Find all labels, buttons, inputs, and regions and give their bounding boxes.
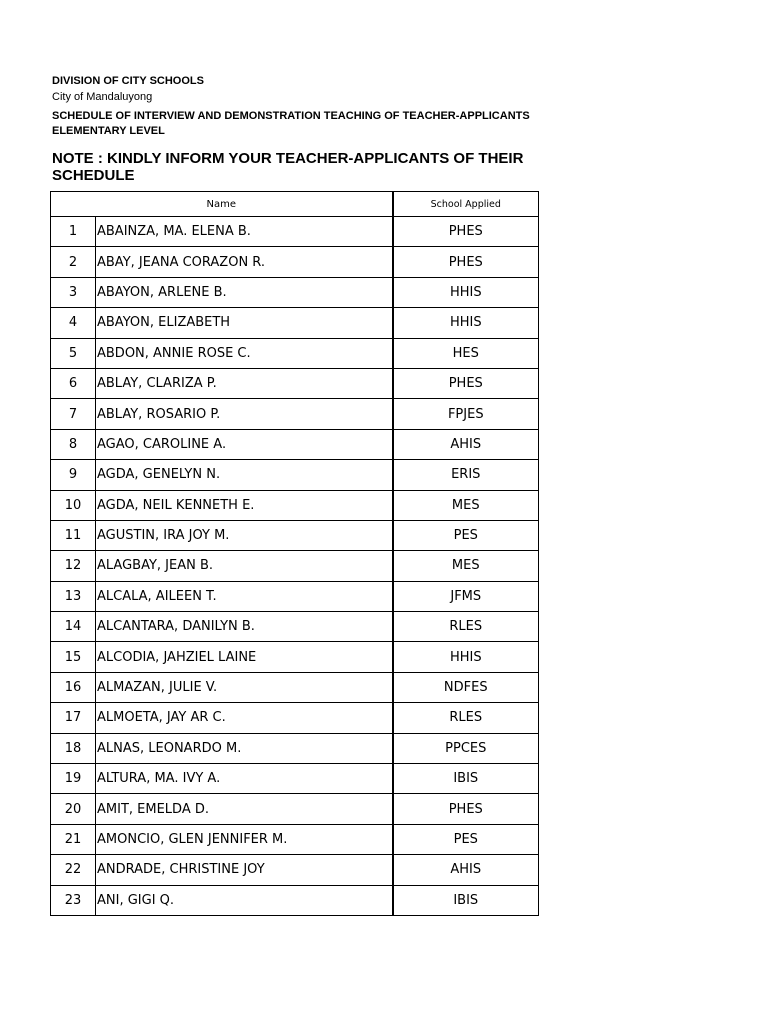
division-heading: DIVISION OF CITY SCHOOLS bbox=[52, 75, 204, 87]
table-row bbox=[51, 399, 539, 429]
school-applied: PPCES bbox=[393, 733, 539, 763]
row-number: 20 bbox=[51, 794, 96, 824]
applicant-name: ALMAZAN, JULIE V. bbox=[96, 672, 393, 702]
row-number: 6 bbox=[51, 368, 96, 398]
note-line-2: SCHEDULE bbox=[52, 167, 135, 184]
table-row bbox=[51, 247, 539, 277]
table-header-row bbox=[51, 192, 539, 217]
applicant-name: ALMOETA, JAY AR C. bbox=[96, 703, 393, 733]
row-number: 21 bbox=[51, 824, 96, 854]
school-applied: MES bbox=[393, 490, 539, 520]
applicant-name: ANDRADE, CHRISTINE JOY bbox=[96, 855, 393, 885]
row-number: 3 bbox=[51, 277, 96, 307]
school-applied: MES bbox=[393, 551, 539, 581]
row-number: 7 bbox=[51, 399, 96, 429]
table-row bbox=[51, 368, 539, 398]
school-applied: HHIS bbox=[393, 308, 539, 338]
applicant-name: ALAGBAY, JEAN B. bbox=[96, 551, 393, 581]
applicant-name: ANI, GIGI Q. bbox=[96, 885, 393, 915]
school-applied: AHIS bbox=[393, 855, 539, 885]
table-row bbox=[51, 217, 539, 247]
table-row bbox=[51, 612, 539, 642]
applicant-name: ALCANTARA, DANILYN B. bbox=[96, 612, 393, 642]
applicant-name: AMIT, EMELDA D. bbox=[96, 794, 393, 824]
applicant-name: ABLAY, ROSARIO P. bbox=[96, 399, 393, 429]
applicant-name: AGUSTIN, IRA JOY M. bbox=[96, 520, 393, 550]
table-row bbox=[51, 338, 539, 368]
schedule-title: SCHEDULE OF INTERVIEW AND DEMONSTRATION TEACHING OF TEACHER-APPLICANTS bbox=[52, 110, 530, 122]
applicant-name: ABAYON, ELIZABETH bbox=[96, 308, 393, 338]
school-applied: HES bbox=[393, 338, 539, 368]
table-row bbox=[51, 855, 539, 885]
school-applied: FPJES bbox=[393, 399, 539, 429]
level-label: ELEMENTARY LEVEL bbox=[52, 125, 165, 137]
school-applied: PES bbox=[393, 824, 539, 854]
applicant-name: AMONCIO, GLEN JENNIFER M. bbox=[96, 824, 393, 854]
table-row bbox=[51, 733, 539, 763]
applicant-name: ABAY, JEANA CORAZON R. bbox=[96, 247, 393, 277]
table-row bbox=[51, 703, 539, 733]
row-number: 8 bbox=[51, 429, 96, 459]
school-applied: PHES bbox=[393, 794, 539, 824]
row-number: 1 bbox=[51, 217, 96, 247]
applicant-name: ALTURA, MA. IVY A. bbox=[96, 764, 393, 794]
table-row bbox=[51, 885, 539, 915]
applicant-name: ALNAS, LEONARDO M. bbox=[96, 733, 393, 763]
table-row bbox=[51, 460, 539, 490]
applicant-name: ABLAY, CLARIZA P. bbox=[96, 368, 393, 398]
row-number: 11 bbox=[51, 520, 96, 550]
table-row bbox=[51, 794, 539, 824]
school-applied: AHIS bbox=[393, 429, 539, 459]
row-number: 18 bbox=[51, 733, 96, 763]
table-row bbox=[51, 429, 539, 459]
table-row bbox=[51, 520, 539, 550]
school-applied: RLES bbox=[393, 612, 539, 642]
table-row bbox=[51, 277, 539, 307]
school-applied: PHES bbox=[393, 368, 539, 398]
table-row bbox=[51, 308, 539, 338]
row-number: 4 bbox=[51, 308, 96, 338]
row-number: 9 bbox=[51, 460, 96, 490]
row-number: 17 bbox=[51, 703, 96, 733]
row-number: 14 bbox=[51, 612, 96, 642]
row-number: 12 bbox=[51, 551, 96, 581]
school-applied: HHIS bbox=[393, 642, 539, 672]
row-number: 2 bbox=[51, 247, 96, 277]
applicant-name: ALCODIA, JAHZIEL LAINE bbox=[96, 642, 393, 672]
note-line-1: NOTE : KINDLY INFORM YOUR TEACHER-APPLICANTS OF THEIR bbox=[52, 150, 524, 167]
school-applied: NDFES bbox=[393, 672, 539, 702]
name-column-header: Name bbox=[51, 192, 393, 217]
table-row bbox=[51, 824, 539, 854]
table-row bbox=[51, 672, 539, 702]
row-number: 10 bbox=[51, 490, 96, 520]
table-row bbox=[51, 642, 539, 672]
applicant-name: ABDON, ANNIE ROSE C. bbox=[96, 338, 393, 368]
table-row bbox=[51, 764, 539, 794]
school-applied: PHES bbox=[393, 247, 539, 277]
applicants-table bbox=[50, 191, 539, 916]
school-applied: JFMS bbox=[393, 581, 539, 611]
school-applied: PHES bbox=[393, 217, 539, 247]
row-number: 5 bbox=[51, 338, 96, 368]
school-applied: IBIS bbox=[393, 885, 539, 915]
school-applied: RLES bbox=[393, 703, 539, 733]
table-row bbox=[51, 551, 539, 581]
city-subheading: City of Mandaluyong bbox=[52, 91, 153, 103]
school-applied: IBIS bbox=[393, 764, 539, 794]
applicant-name: AGDA, GENELYN N. bbox=[96, 460, 393, 490]
school-applied: PES bbox=[393, 520, 539, 550]
row-number: 23 bbox=[51, 885, 96, 915]
table-row bbox=[51, 581, 539, 611]
school-applied: HHIS bbox=[393, 277, 539, 307]
applicant-name: AGDA, NEIL KENNETH E. bbox=[96, 490, 393, 520]
applicant-name: ABAYON, ARLENE B. bbox=[96, 277, 393, 307]
table-row bbox=[51, 490, 539, 520]
row-number: 15 bbox=[51, 642, 96, 672]
school-column-header: School Applied bbox=[393, 192, 539, 217]
applicant-name: ABAINZA, MA. ELENA B. bbox=[96, 217, 393, 247]
applicant-name: AGAO, CAROLINE A. bbox=[96, 429, 393, 459]
row-number: 13 bbox=[51, 581, 96, 611]
row-number: 19 bbox=[51, 764, 96, 794]
row-number: 16 bbox=[51, 672, 96, 702]
table-body bbox=[51, 217, 539, 916]
row-number: 22 bbox=[51, 855, 96, 885]
school-applied: ERIS bbox=[393, 460, 539, 490]
applicant-name: ALCALA, AILEEN T. bbox=[96, 581, 393, 611]
